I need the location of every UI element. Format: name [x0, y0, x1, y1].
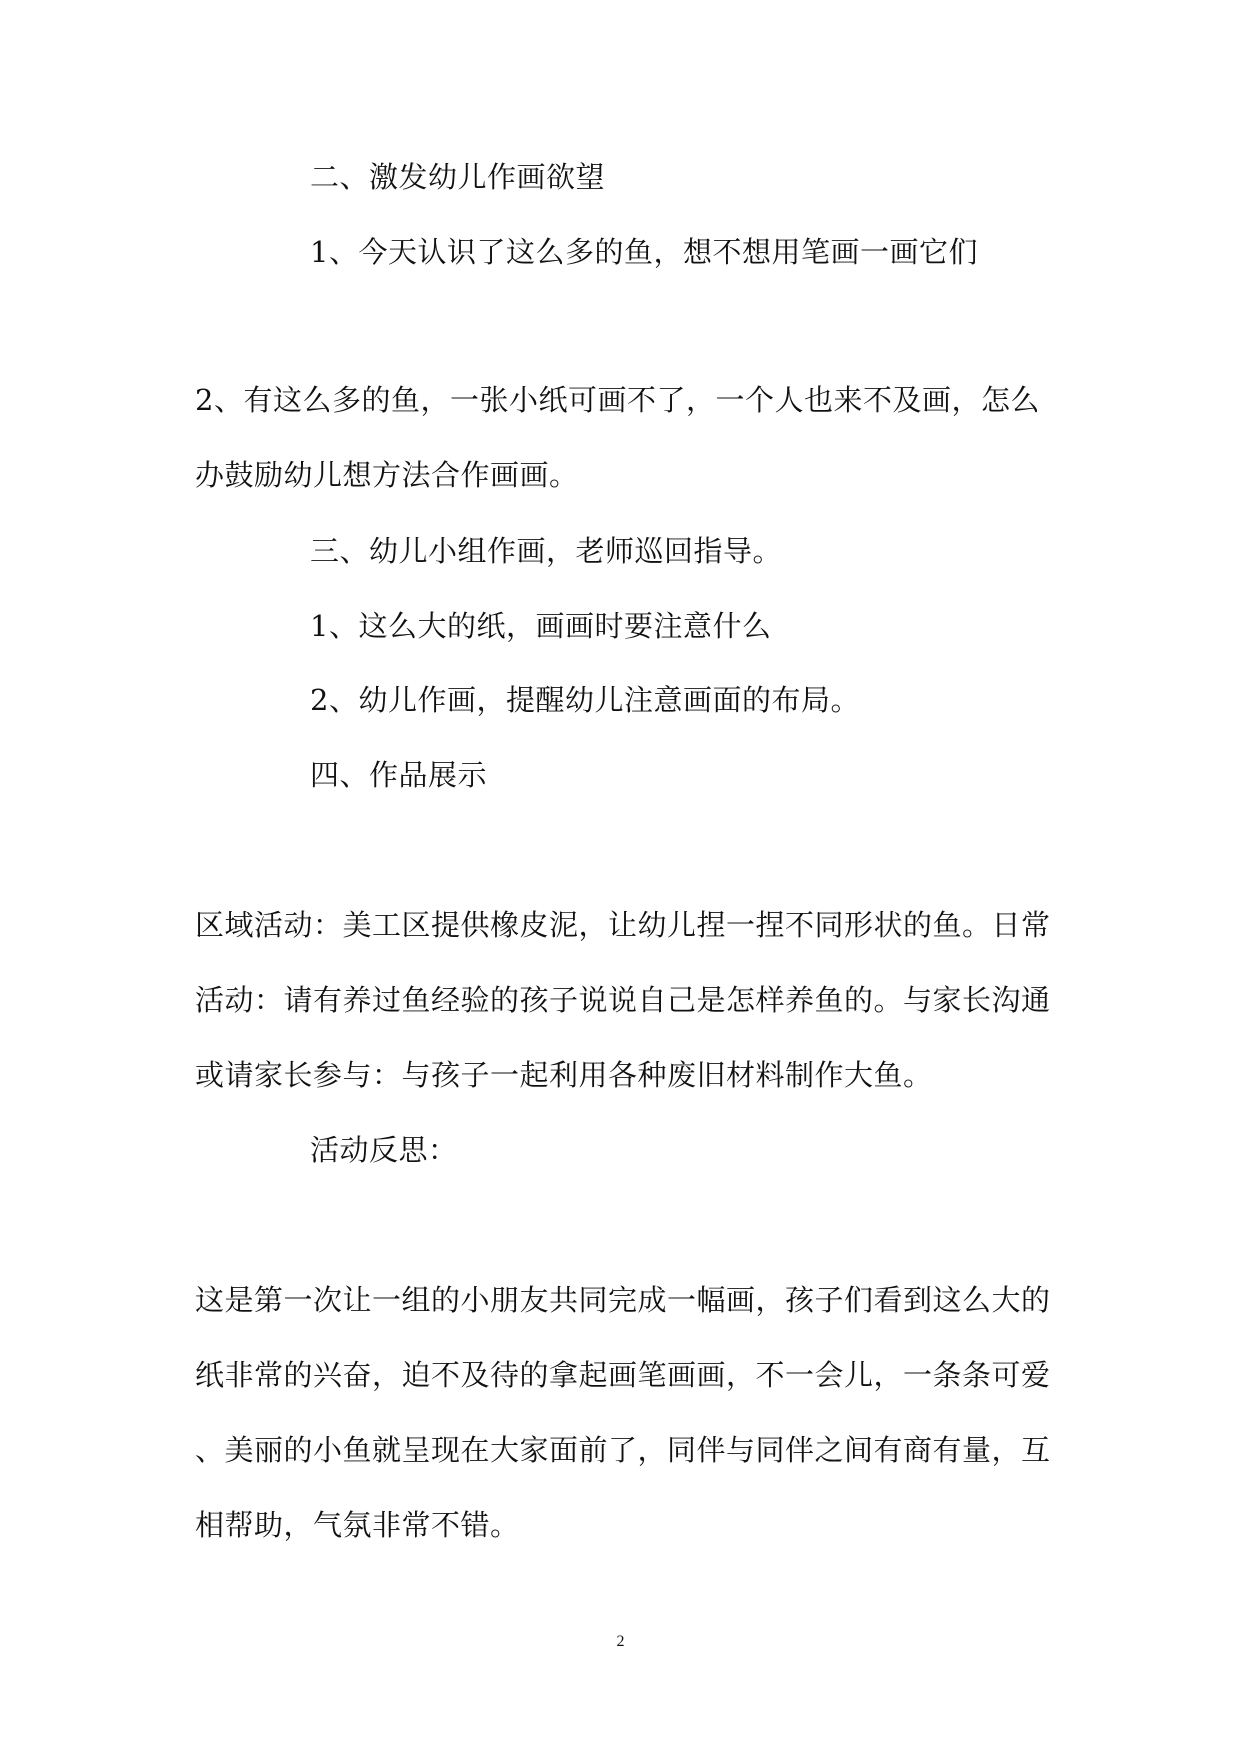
paragraph-line: 活动：请有养过鱼经验的孩子说说自己是怎样养鱼的。与家长沟通 — [195, 983, 1051, 1017]
paragraph-line: 1、今天认识了这么多的鱼，想不想用笔画一画它们 — [310, 235, 978, 269]
page-number: 2 — [616, 1633, 625, 1650]
paragraph-line: 这是第一次让一组的小朋友共同完成一幅画，孩子们看到这么大的 — [195, 1283, 1051, 1317]
paragraph-line: 纸非常的兴奋，迫不及待的拿起画笔画画，不一会儿，一条条可爱 — [195, 1358, 1051, 1392]
section-heading-4: 四、作品展示 — [310, 758, 488, 792]
section-heading-3: 三、幼儿小组作画，老师巡回指导。 — [310, 534, 783, 568]
paragraph-line: 1、这么大的纸，画画时要注意什么 — [310, 609, 772, 643]
paragraph-line: 2、幼儿作画，提醒幼儿注意画面的布局。 — [310, 683, 860, 717]
section-heading-2: 二、激发幼儿作画欲望 — [310, 160, 606, 194]
paragraph-line: 2、有这么多的鱼，一张小纸可画不了，一个人也来不及画，怎么 — [195, 383, 1040, 417]
paragraph-line: 或请家长参与：与孩子一起利用各种废旧材料制作大鱼。 — [195, 1058, 933, 1092]
paragraph-line: 办鼓励幼儿想方法合作画画。 — [195, 458, 579, 492]
paragraph-line: 区域活动：美工区提供橡皮泥，让幼儿捏一捏不同形状的鱼。日常 — [195, 908, 1051, 942]
reflection-heading: 活动反思： — [310, 1133, 458, 1167]
paragraph-line: 、美丽的小鱼就呈现在大家面前了，同伴与同伴之间有商有量，互 — [195, 1433, 1051, 1467]
paragraph-line: 相帮助，气氛非常不错。 — [195, 1508, 520, 1542]
